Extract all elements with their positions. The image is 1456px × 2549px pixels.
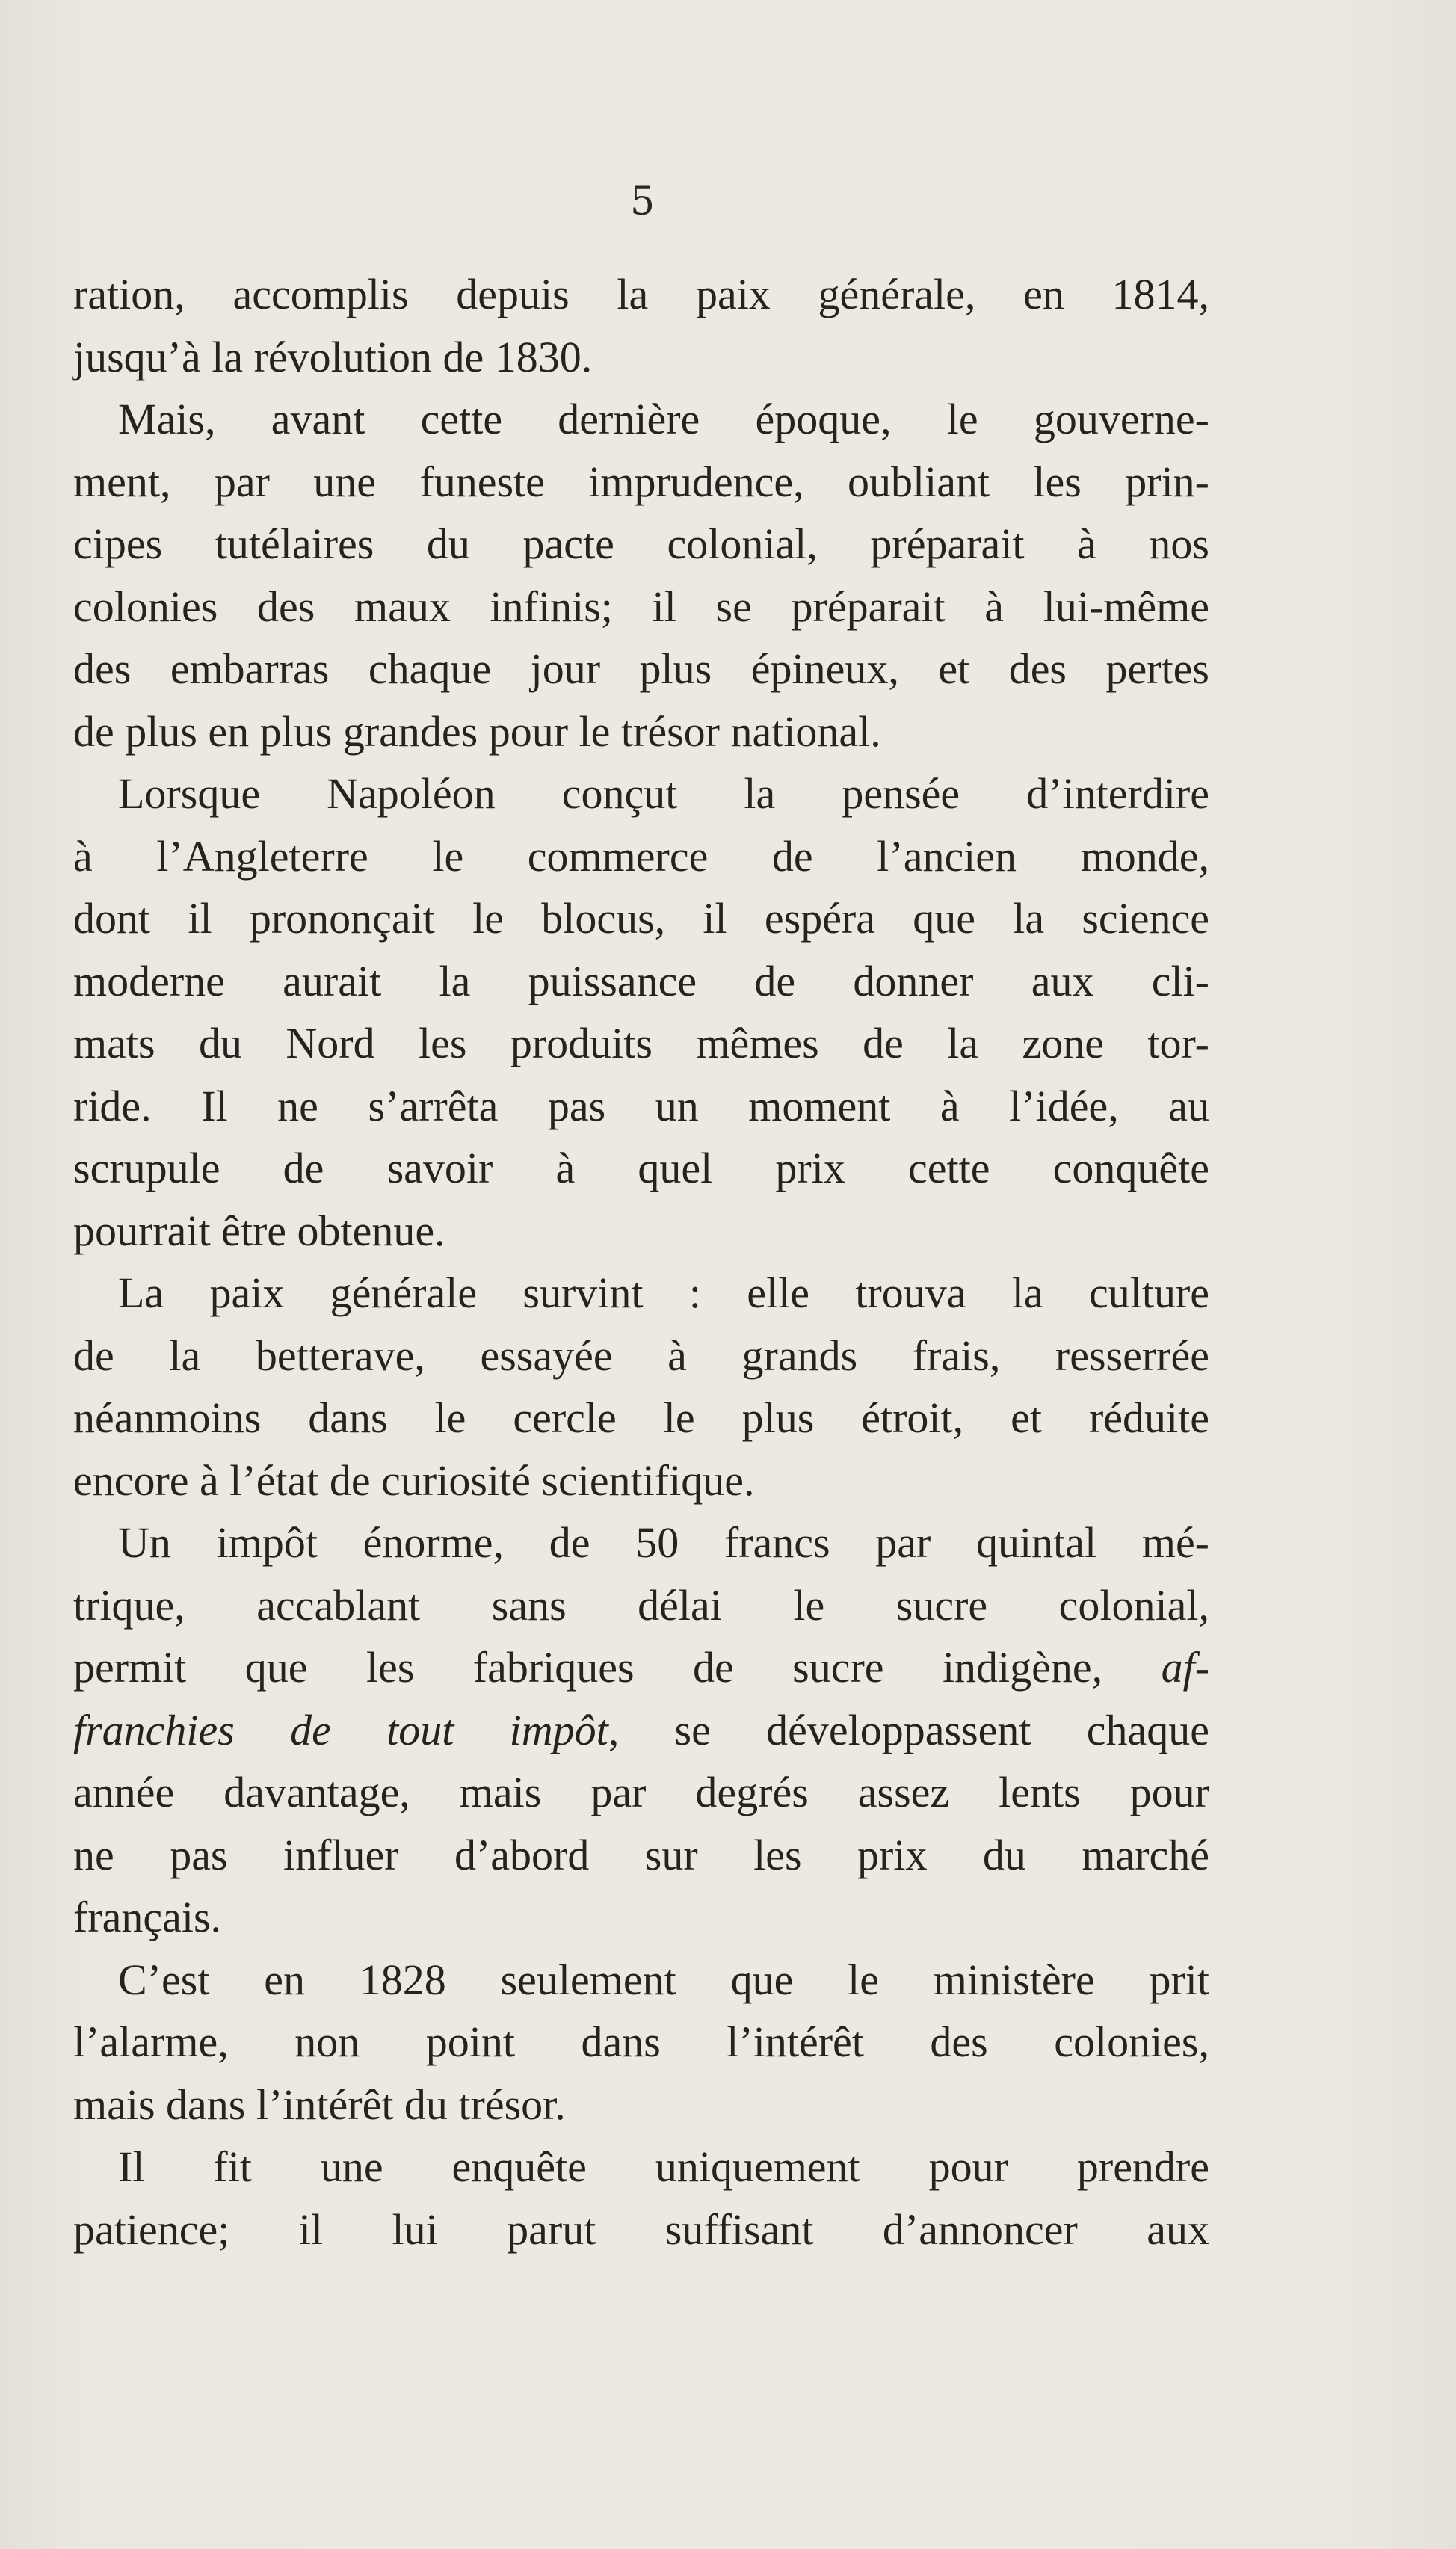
text-line: Lorsque Napoléon conçut la pensée d’interdire xyxy=(118,769,1209,818)
text-line: mats du Nord les produits mêmes de la zone tor- xyxy=(73,1019,1209,1067)
text-line: jusqu’à la révolution de 1830. xyxy=(73,332,593,381)
text-line: Il fit une enquête uniquement pour prendre xyxy=(118,2142,1209,2191)
italic-fragment: franchies de tout impôt xyxy=(73,1705,608,1754)
text-line: à l’Angleterre le commerce de l’ancien monde, xyxy=(73,831,1209,881)
text-line: moderne aurait la puissance de donner aux cli- xyxy=(73,956,1209,1005)
text-line: encore à l’état de curiosité scientifique. xyxy=(73,1455,755,1505)
text-line: La paix générale survint : elle trouva la culture xyxy=(118,1269,1209,1317)
text-line xyxy=(73,1636,1209,1699)
paragraph xyxy=(73,388,1209,762)
text-line: dont il prononçait le blocus, il espéra que la science xyxy=(73,894,1209,943)
text-line: patience; il lui parut suffisant d’annoncer aux xyxy=(73,2204,1209,2254)
text-line: ride. Il ne s’arrêta pas un moment à l’idée, au xyxy=(73,1081,1209,1130)
text-line: ne pas influer d’abord sur les prix du marché xyxy=(73,1830,1209,1879)
text-line: français. xyxy=(73,1893,222,1941)
text-line: colonies des maux infinis; il se préparait à lui-même xyxy=(73,582,1209,631)
text-fragment: permit que les fabriques de sucre indigène, xyxy=(73,1643,1103,1692)
paragraph xyxy=(73,263,1209,388)
paragraph xyxy=(73,762,1209,1262)
paragraph xyxy=(73,1949,1209,2136)
text-line: de plus en plus grandes pour le trésor national. xyxy=(73,706,881,756)
text-line: néanmoins dans le cercle le plus étroit, et réduite xyxy=(73,1393,1209,1442)
text-line: C’est en 1828 seulement que le ministère prit xyxy=(118,1955,1209,2004)
text-line: ment, par une funeste imprudence, oubliant les prin- xyxy=(73,457,1209,506)
text-line: trique, accablant sans délai le sucre colonial, xyxy=(73,1580,1209,1630)
text-line: Un impôt énorme, de 50 francs par quintal mé- xyxy=(118,1518,1209,1567)
text-line: scrupule de savoir à quel prix cette conquête xyxy=(73,1144,1209,1192)
text-line: mais dans l’intérêt du trésor. xyxy=(73,2080,566,2129)
page-number: 5 xyxy=(629,179,656,224)
text-line: ration, accomplis depuis la paix générale, en 1814, xyxy=(73,270,1209,318)
paragraph xyxy=(73,1511,1209,1949)
text-fragment: , se développassent chaque xyxy=(608,1705,1209,1754)
paragraph xyxy=(73,1262,1209,1511)
text-line: année davantage, mais par degrés assez lents pour xyxy=(73,1768,1209,1816)
italic-fragment: af- xyxy=(1161,1643,1210,1692)
text-line xyxy=(73,1699,1209,1762)
text-line: pourrait être obtenue. xyxy=(73,1206,445,1255)
text-line: des embarras chaque jour plus épineux, et des pertes xyxy=(73,644,1209,693)
text-line: cipes tutélaires du pacte colonial, préparait à nos xyxy=(73,520,1209,568)
text-line: l’alarme, non point dans l’intérêt des colonies, xyxy=(73,2018,1209,2066)
body-text xyxy=(73,263,1209,2260)
paragraph xyxy=(73,2136,1209,2260)
text-line: Mais, avant cette dernière époque, le gouverne- xyxy=(118,395,1209,443)
text-line: de la betterave, essayée à grands frais, resserrée xyxy=(73,1331,1209,1380)
